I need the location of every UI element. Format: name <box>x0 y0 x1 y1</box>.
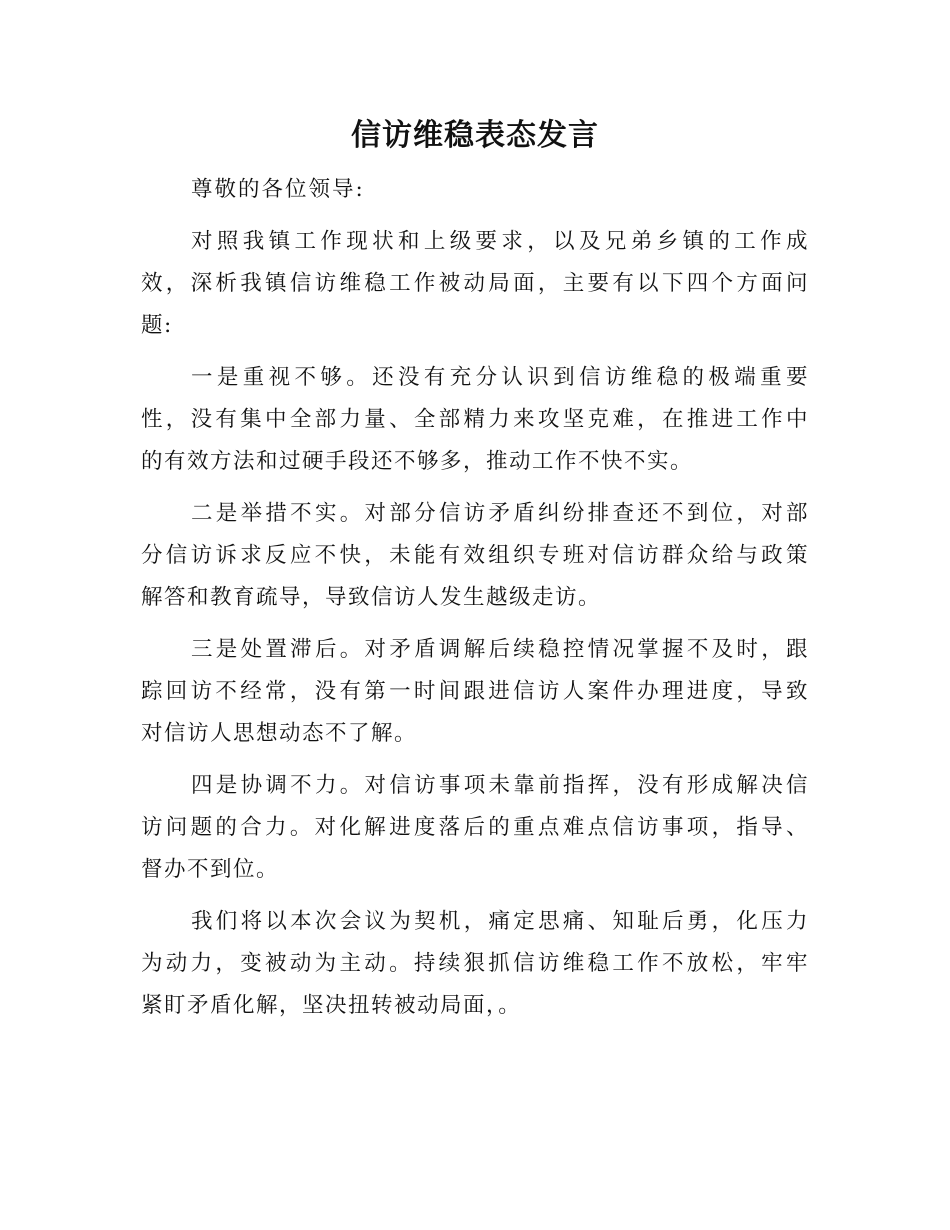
paragraph-line: 我们将以本次会议为契机，痛定思痛、知耻后勇，化压力 <box>191 909 809 934</box>
paragraph-line: 性，没有集中全部力量、全部精力来攻坚克难，在推进工作中 <box>141 407 809 432</box>
paragraph-issue-four <box>141 765 809 891</box>
paragraph-line: 紧盯矛盾化解，坚决扭转被动局面，。 <box>141 993 522 1018</box>
paragraph-line: 四是协调不力。对信访事项未靠前指挥，没有形成解决信 <box>191 773 809 798</box>
salutation: 尊敬的各位领导: <box>191 177 365 202</box>
paragraph-intro <box>141 221 809 347</box>
paragraph-line: 访问题的合力。对化解进度落后的重点难点信访事项，指导、 <box>141 815 809 840</box>
paragraph-line: 踪回访不经常，没有第一时间跟进信访人案件办理进度，导致 <box>141 679 809 704</box>
paragraph-line: 解答和教育疏导，导致信访人发生越级走访。 <box>141 585 602 610</box>
paragraph-issue-three <box>141 629 809 755</box>
paragraph-line: 题: <box>141 313 173 338</box>
paragraph-line: 对照我镇工作现状和上级要求，以及兄弟乡镇的工作成 <box>191 229 809 254</box>
document-body <box>141 112 809 1027</box>
paragraph-closing <box>141 901 809 1027</box>
paragraph-line: 一是重视不够。还没有充分认识到信访维稳的极端重要 <box>191 365 809 390</box>
paragraph-line: 分信访诉求反应不快，未能有效组织专班对信访群众给与政策 <box>141 543 809 568</box>
paragraph-line: 的有效方法和过硬手段还不够多，推动工作不快不实。 <box>141 449 694 474</box>
paragraph-line: 督办不到位。 <box>141 857 280 882</box>
paragraph-line: 对信访人思想动态不了解。 <box>141 721 418 746</box>
paragraph-issue-two <box>141 493 809 619</box>
paragraph-line: 二是举措不实。对部分信访矛盾纠纷排查还不到位，对部 <box>191 501 809 526</box>
paragraph-issue-one <box>141 357 809 483</box>
paragraph-line: 为动力，变被动为主动。持续狠抓信访维稳工作不放松，牢牢 <box>141 951 809 976</box>
paragraph-line: 三是处置滞后。对矛盾调解后续稳控情况掌握不及时，跟 <box>191 637 809 662</box>
document-title: 信访维稳表态发言 <box>351 118 599 153</box>
paragraph-line: 效，深析我镇信访维稳工作被动局面，主要有以下四个方面问 <box>141 271 809 296</box>
